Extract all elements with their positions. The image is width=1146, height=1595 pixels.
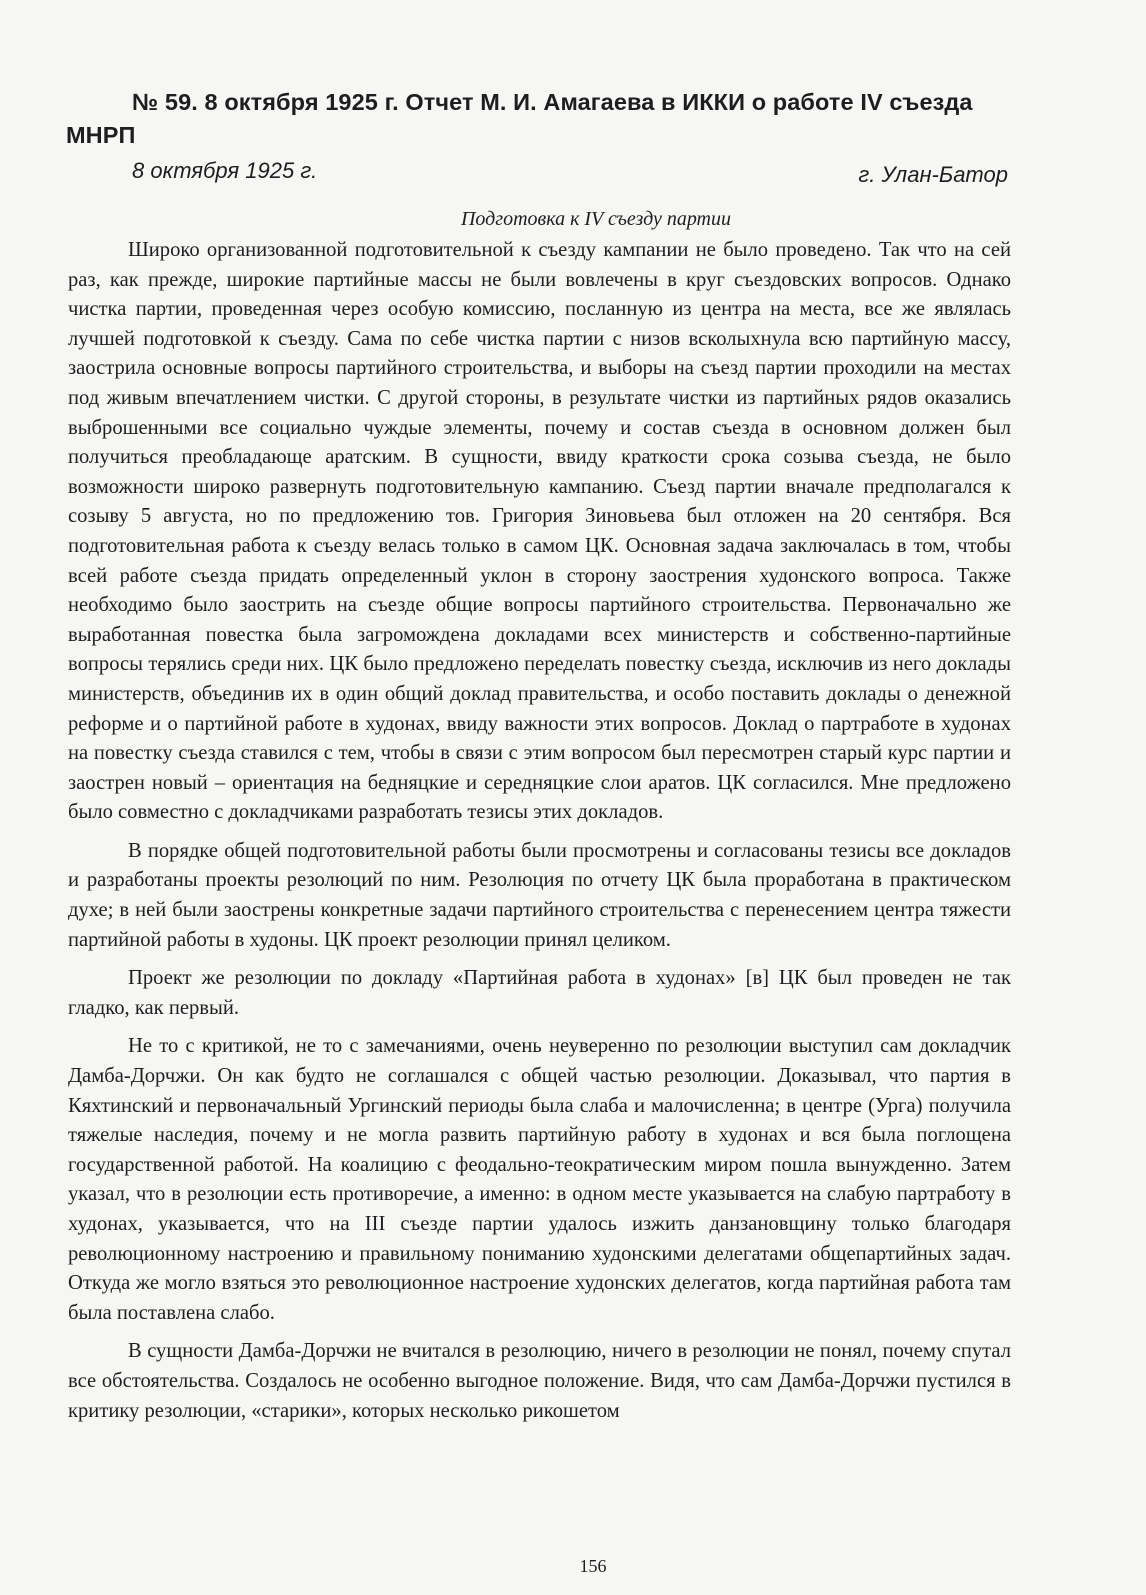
document-date: 8 октября 1925 г. — [132, 158, 318, 183]
document-place: г. Улан-Батор — [858, 162, 1008, 187]
body-paragraph: Проект же резолюции по докладу «Партийная работа в худонах» [в] ЦК был проведен не так гладко, как первый. — [68, 967, 1011, 1019]
section-title: Подготовка к IV съезду партии — [460, 208, 731, 230]
page-number: 156 — [579, 1556, 607, 1576]
document-body — [68, 236, 1011, 1435]
document-heading: № 59. 8 октября 1925 г. Отчет М. И. Амагаева в ИККИ о работе IV съезда МНРП — [66, 89, 973, 148]
body-paragraph: Не то с критикой, не то с замечаниями, очень неуверенно по резолюции выступил сам докладчик Дамба-Дорчжи. Он как будто не соглашался с общей частью резолюции. Доказывал, что партия в Кяхтинский и первоначальный Ургинский периоды была слаба и малочисленна; в центре (Урга) получила тяжелые наследия, почему и не могла развить партийную работу в худонах и вся была поглощена государственной работой. На коалицию с феодально-теократическим миром пошла вынужденно. Затем указал, что в резолюции есть противоречие, а именно: в одном месте указывается на слабую партработу в худонах, указывается, что на III съезде партии удалось изжить данзановщину только благодаря революционному настроению и правильному пониманию худонскими делегатами общепартийных задач. Откуда же могло взяться это революционное настроение худонских делегатов, когда партийная работа там была поставлена слабо. — [68, 1035, 1011, 1324]
body-paragraph: В порядке общей подготовительной работы были просмотрены и согласованы тезисы все докладов и разработаны проекты резолюций по ним. Резолюция по отчету ЦК была проработана в практическом духе; в ней были заострены конкретные задачи партийного строительства с перенесением центра тяжести партийной работы в худоны. ЦК проект резолюции принял целиком. — [68, 839, 1011, 951]
body-paragraph: Широко организованной подготовительной к съезду кампании не было проведено. Так что на сей раз, как прежде, широкие партийные массы не были вовлечены в круг съездовских вопросов. Однако чистка партии, проведенная через особую комиссию, посланную из центра на места, все же являлась лучшей подготовкой к съезду. Сама по себе чистка партии с низов всколыхнула всю партийную массу, заострила основные вопросы партийного строительства, и выборы на съезд партии проходили на местах под живым впечатлением чистки. С другой стороны, в результате чистки из партийных рядов оказались выброшенными все социально чуждые элементы, почему и состав съезда в основном должен был получиться преобладающе аратским. В сущности, ввиду краткости срока созыва съезда, не было возможности широко развернуть подготовительную кампанию. Съезд партии вначале предполагался к созыву 5 августа, но по предложению тов. Григория Зиновьева был отложен на 20 сентября. Вся подготовительная работа к съезду велась только в самом ЦК. Основная задача заключалась в том, чтобы всей работе съезда придать определенный уклон в сторону заострения худонского вопроса. Также необходимо было заострить на съезде общие вопросы партийного строительства. Первоначально же выработанная повестка была загромождена докладами всех министерств и собственно-партийные вопросы терялись среди них. ЦК было предложено переделать повестку съезда, исключив из него доклады министерств, объединив их в один общий доклад правительства, и особо поставить доклады о денежной реформе и о партийной работе в худонах, ввиду важности этих вопросов. Доклад о партработе в худонах на повестку съезда ставился с тем, чтобы в связи с этим вопросом был пересмотрен старый курс партии и заострен новый – ориентация на бедняцкие и середняцкие слои аратов. ЦК согласился. Мне предложено было совместно с докладчиками разработать тезисы этих докладов. — [68, 239, 1011, 824]
body-paragraph: В сущности Дамба-Дорчжи не вчитался в резолюцию, ничего в резолюции не понял, почему спутал все обстоятельства. Создалось не особенно выгодное положение. Видя, что сам Дамба-Дорчжи пустился в критику резолюции, «старики», которых несколько рикошетом — [68, 1340, 1011, 1422]
